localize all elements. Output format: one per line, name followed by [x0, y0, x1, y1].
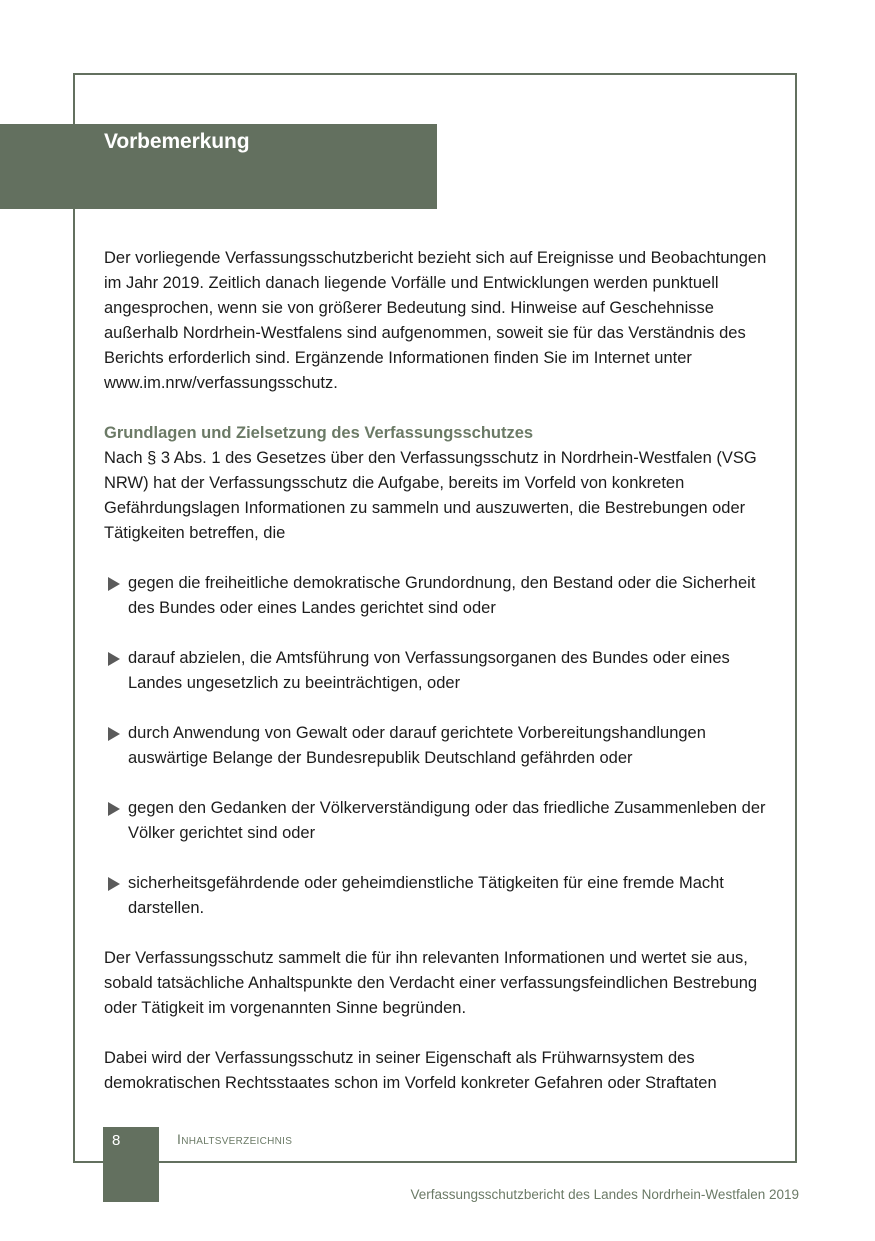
triangle-bullet-icon — [108, 652, 120, 666]
triangle-bullet-icon — [108, 727, 120, 741]
triangle-bullet-icon — [108, 577, 120, 591]
heading-band — [0, 124, 437, 209]
list-item-text: sicherheitsgefährdende oder geheimdienstliche Tätigkeiten für eine fremde Macht darstellen. — [128, 874, 724, 917]
body-paragraph: Der Verfassungsschutz sammelt die für ihn relevanten Informationen und wertet sie aus, sobald tatsächliche Anhaltspunkte den Verdacht einer verfassungsfeindlichen Bestrebung oder Tätigkeit im vorgenannten Sinne begründen. — [104, 949, 758, 1017]
list-item — [104, 796, 769, 846]
page-number-tab — [103, 1127, 159, 1202]
list-item — [104, 571, 769, 621]
section-lead-paragraph: Nach § 3 Abs. 1 des Gesetzes über den Verfassungsschutz in Nordrhein-Westfalen (VSG NRW) hat der Verfassungsschutz die Aufgabe, bereits im Vorfeld von konkreten Gefährdungslagen Informationen zu sammeln und auszuwerten, die Bestrebungen oder Tätigkeiten betreffen, die — [104, 449, 757, 542]
body-paragraph: Dabei wird der Verfassungsschutz in seiner Eigenschaft als Frühwarnsystem des demokratischen Rechtsstaates schon im Vorfeld konkreter Gefahren oder Straftaten — [104, 1049, 717, 1092]
list-item — [104, 721, 769, 771]
intro-paragraph: Der vorliegende Verfassungsschutzbericht bezieht sich auf Ereignisse und Beobachtungen im Jahr 2019. Zeitlich danach liegende Vorfälle und Entwicklungen werden punktuell angesprochen, wenn sie von größerer Bedeutung sind. Hinweise auf Geschehnisse außerhalb Nordrhein-Westfalens sind aufgenommen, soweit sie für das Verständnis des Berichts erforderlich sind. Ergänzende Informationen finden Sie im Internet unter www.im.nrw/verfassungsschutz. — [104, 249, 767, 392]
page-title: Vorbemerkung — [104, 130, 250, 153]
list-item-text: durch Anwendung von Gewalt oder darauf gerichtete Vorbereitungshandlungen auswärtige Belange der Bundesrepublik Deutschland gefährden oder — [128, 724, 706, 767]
section-heading: Grundlagen und Zielsetzung des Verfassungsschutzes — [104, 424, 534, 442]
triangle-bullet-icon — [108, 802, 120, 816]
list-item — [104, 871, 769, 921]
criteria-list — [104, 571, 769, 921]
list-item — [104, 646, 769, 696]
list-item-text: gegen den Gedanken der Völkerverständigung oder das friedliche Zusammenleben der Völker gerichtet sind oder — [128, 799, 766, 842]
report-title: Verfassungsschutzbericht des Landes Nordrhein-Westfalen 2019 — [410, 1187, 799, 1202]
list-item-text: darauf abzielen, die Amtsführung von Verfassungsorganen des Bundes oder eines Landes ungesetzlich zu beeinträchtigen, oder — [128, 649, 730, 692]
triangle-bullet-icon — [108, 877, 120, 891]
page-number: 8 — [112, 1132, 121, 1149]
table-of-contents-link[interactable]: Inhaltsverzeichnis — [177, 1131, 293, 1147]
main-content — [104, 246, 769, 1121]
list-item-text: gegen die freiheitliche demokratische Grundordnung, den Bestand oder die Sicherheit des Bundes oder eines Landes gerichtet sind oder — [128, 574, 756, 617]
